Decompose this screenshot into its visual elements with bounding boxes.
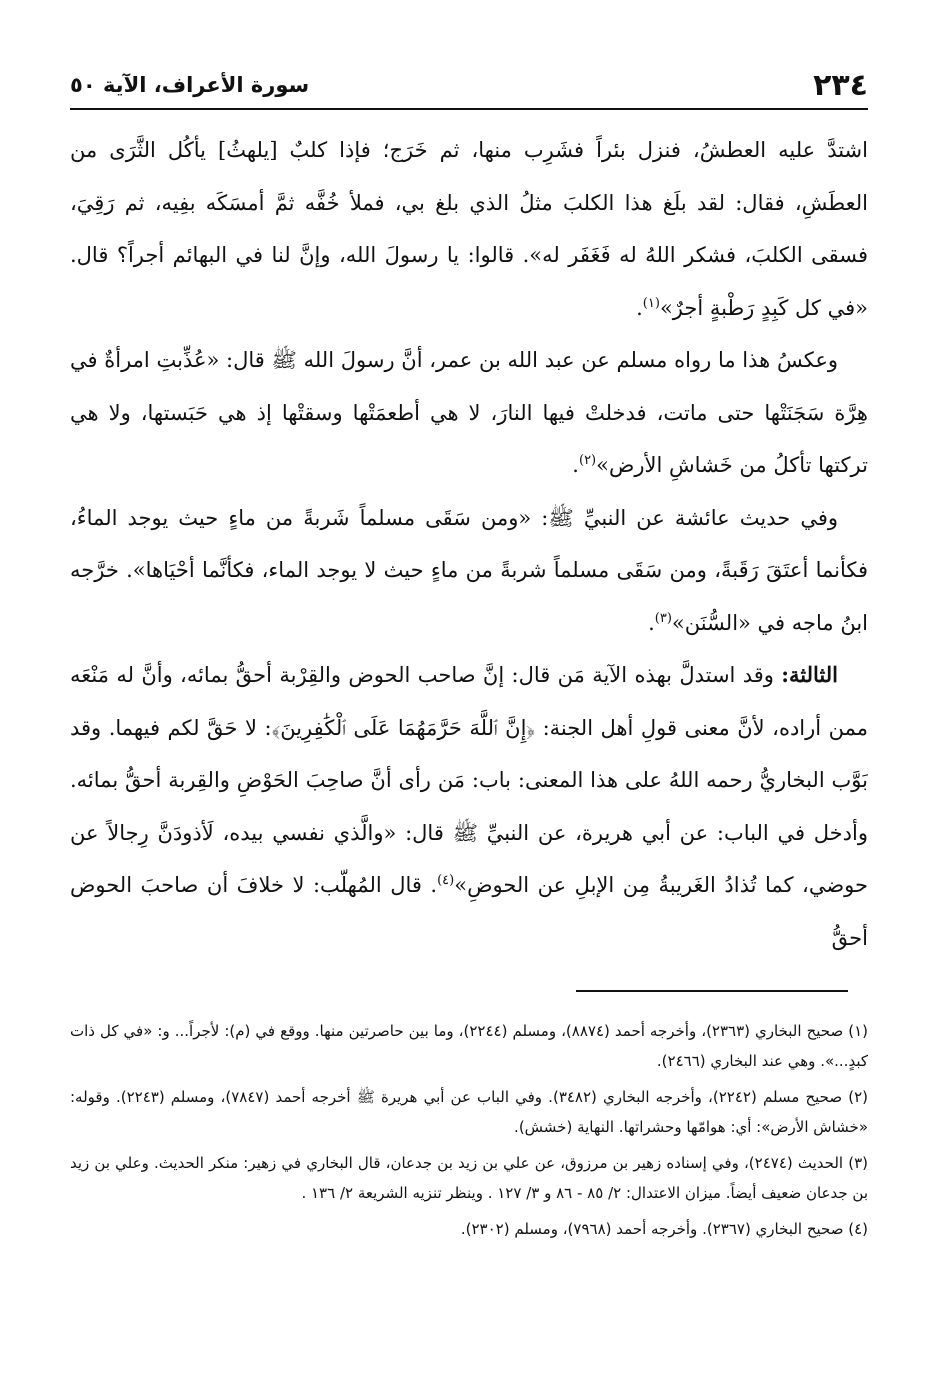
paragraph-4 bbox=[70, 649, 868, 964]
paragraph-3 bbox=[70, 492, 868, 650]
section-lead: الثالثة: bbox=[781, 662, 838, 687]
footnote-ref-4: (٤) bbox=[437, 873, 455, 888]
paragraph-1 bbox=[70, 124, 868, 334]
paragraph-2 bbox=[70, 334, 868, 492]
footnote-ref-3: (٣) bbox=[654, 610, 672, 626]
paragraph-4-text: وقد استدلَّ بهذه الآية مَن قال: إنَّ صاحب الحوض والقِرْبة أحقُّ بمائه، وأنَّ له مَنْعَه ممن أراده، لأنَّ معنى قولِ أهل الجنة: ﴿إِنَّ ٱللَّهَ حَرَّمَهُمَا عَلَى ٱلْكَٰفِرِينَ﴾: لا حَقَّ لكم فيهما. وقد بَوَّب البخاريُّ رحمه اللهُ على هذا المعنى: باب: مَن رأى أنَّ صاحِبَ الحَوْضِ والقِربة أحقُّ بمائه. وأدخل في الباب: عن أبي هريرة، عن النبيِّ ﷺ قال: «والَّذي نفسي بيده، لَأذودَنَّ رِجالاً عن حوضي، كما تُذادُ الغَريبةُ مِن الإبلِ عن الحوضِ» bbox=[70, 663, 868, 897]
footnote-2: (٢) صحيح مسلم (٢٢٤٢)، وأخرجه البخاري (٣٤٨٢). وفي الباب عن أبي هريرة ﷺ أخرجه أحمد (٧٨٤٧)، ومسلم (٢٢٤٣). وقوله: «خشاش الأرض»: أي: هوامّها وحشراتها. النهاية (خشش). bbox=[70, 1088, 868, 1136]
paragraph-2-text: وعكسُ هذا ما رواه مسلم عن عبد الله بن عمر، أنَّ رسولَ الله ﷺ قال: «عُذِّبتِ امرأةٌ في هِرَّة سَجَنَتْها حتى ماتت، فدخلتْ فيها النارَ، لا هي أطعمَتْها وسقتْها إذ هي حَبَستها، ولا هي تركتها تأكلُ من خَشاشِ الأرض» bbox=[70, 348, 868, 477]
page-header bbox=[70, 62, 868, 110]
footnote-3: (٣) الحديث (٢٤٧٤)، وفي إسناده زهير بن مرزوق، عن علي بن زيد بن جدعان، قال البخاري في زهير: منكر الحديث. وعلي بن زيد بن جدعان ضعيف أيضاً. ميزان الاعتدال: ٢/ ٨٥ - ٨٦ و ٣/ ١٢٧ . وينظر تنزيه الشريعة ٢/ ١٣٦ . bbox=[70, 1154, 868, 1202]
paragraph-1-end: . bbox=[636, 295, 643, 320]
paragraph-2-end: . bbox=[572, 453, 579, 477]
footnotes bbox=[70, 1016, 868, 1336]
running-title: سورة الأعراف، الآية ٥٠ bbox=[70, 73, 310, 97]
footnote-1: (١) صحيح البخاري (٢٣٦٣)، وأخرجه أحمد (٨٨٧٤)، ومسلم (٢٢٤٤)، وما بين حاصرتين منها. ووقع في (م): لأجراً... و: «في كل ذات كبدٍ...». وهي عند البخاري (٢٤٦٦). bbox=[70, 1022, 868, 1070]
paragraph-3-end: . bbox=[648, 610, 655, 635]
paragraph-4-end: . قال المُهلّب: لا خلافَ أن صاحبَ الحوض أحقُّ bbox=[70, 873, 868, 950]
paragraph-1-text: اشتدَّ عليه العطشُ، فنزل بئراً فشَرِب منها، ثم خَرَج؛ فإذا كلبٌ [يلهثُ] يأكُل الثَّرَى من العطَشِ، فقال: لقد بلَغ هذا الكلبَ مثلُ الذي بلغ بي، فملأ خُفَّه ثمَّ أمسَكَه بفِيه، ثم رَقِيَ، فسقى الكلبَ، فشكر اللهُ له فَغَفَر له». قالوا: يا رسولَ الله، وإنَّ لنا في البهائم أجراً؟ قال. «في كل كَبِدٍ رَطْبةٍ أجرٌ» bbox=[70, 138, 868, 320]
main-text bbox=[70, 124, 868, 982]
footnote-separator bbox=[576, 990, 848, 992]
footnote-ref-1: (١) bbox=[642, 295, 660, 311]
paragraph-3-text: وفي حديث عائشة عن النبيِّ ﷺ: «ومن سَقَى مسلماً شَربةً من ماءٍ حيث يوجد الماءُ، فكأنما أعتَقَ رَقَبةً، ومن سَقَى مسلماً شربةً من ماءٍ حيث لا يوجد الماء، فكأنَّما أحْيَاها». خرَّجه ابنُ ماجه في «السُّنَن» bbox=[70, 505, 868, 635]
footnote-ref-2: (٢) bbox=[578, 453, 597, 468]
footnote-4: (٤) صحيح البخاري (٢٣٦٧). وأخرجه أحمد (٧٩٦٨)، ومسلم (٢٣٠٢). bbox=[460, 1220, 868, 1238]
page-number: ٢٣٤ bbox=[813, 67, 868, 103]
